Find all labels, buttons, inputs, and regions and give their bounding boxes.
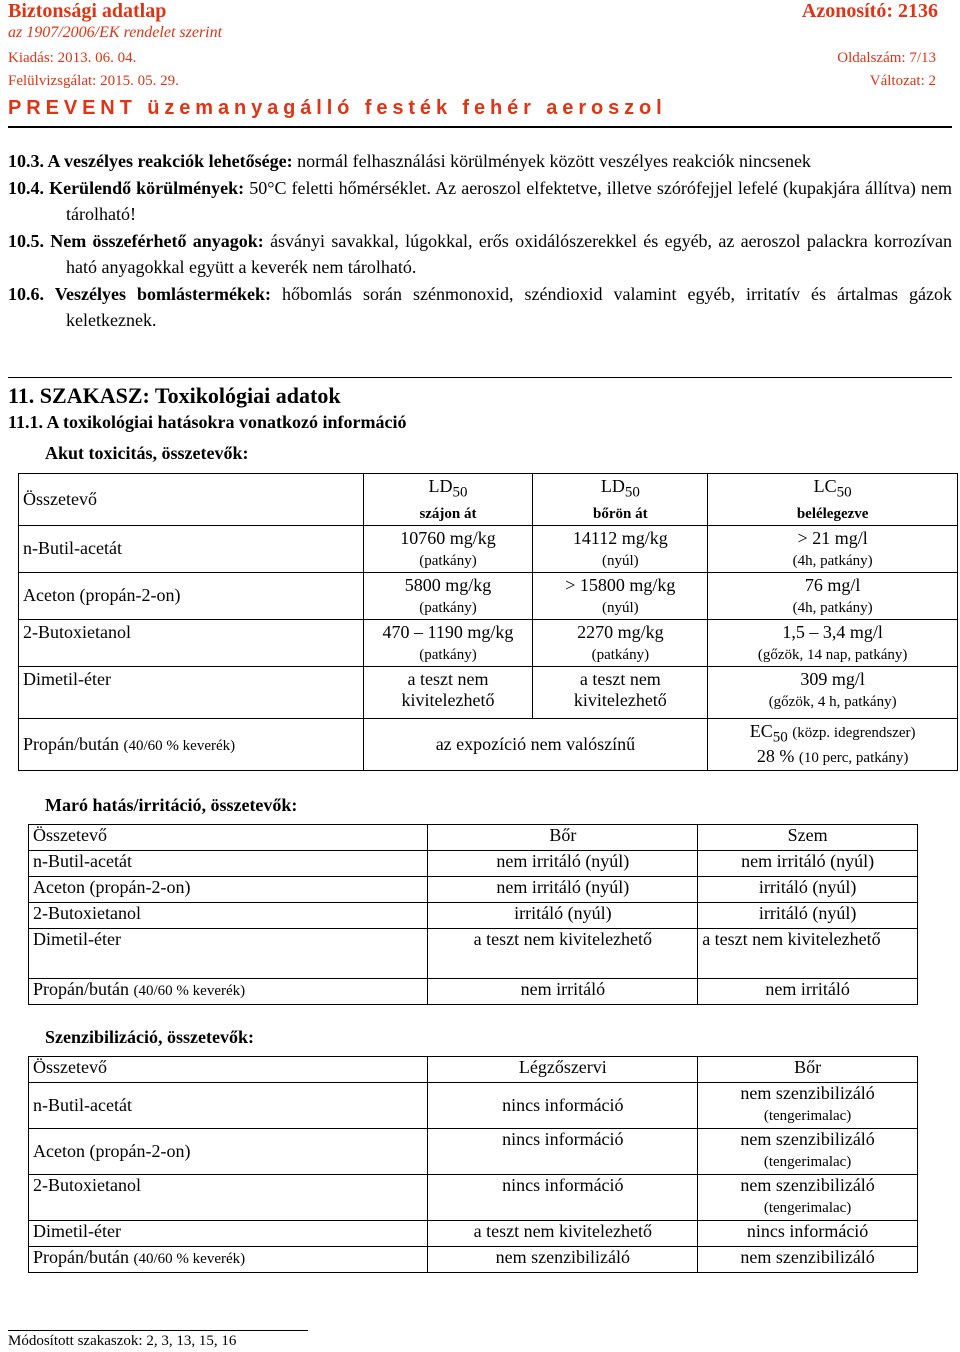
header-component: Összetevő bbox=[19, 474, 364, 526]
regulation-reference: az 1907/2006/EK rendelet szerint bbox=[8, 24, 223, 41]
header-respiratory: Légzőszervi bbox=[428, 1057, 698, 1083]
component-name: Dimetil-éter bbox=[29, 1221, 428, 1247]
table-row bbox=[29, 1175, 918, 1221]
oral-value: a teszt nem kivitelezhető bbox=[363, 666, 533, 718]
component-name: n-Butil-acetát bbox=[29, 851, 428, 877]
section-11-heading: 11. SZAKASZ: Toxikológiai adatok bbox=[8, 383, 341, 408]
eye-value: nem irritáló bbox=[698, 979, 918, 1005]
section-10-body bbox=[8, 148, 952, 334]
skin-value: nem szenzibilizáló (tengerimalac) bbox=[698, 1129, 918, 1175]
respiratory-value: nincs információ bbox=[428, 1175, 698, 1221]
header-divider bbox=[8, 126, 952, 128]
dermal-value: a teszt nem kivitelezhető bbox=[533, 666, 708, 718]
dermal-value: 2270 mg/kg (patkány) bbox=[533, 619, 708, 666]
issue-date: Kiadás: 2013. 06. 04. bbox=[8, 50, 137, 66]
table-row bbox=[29, 1221, 918, 1247]
dermal-value: > 15800 mg/kg (nyúl) bbox=[533, 572, 708, 619]
header-skin: Bőr bbox=[428, 825, 698, 851]
skin-value: nem szenzibilizáló bbox=[698, 1247, 918, 1273]
table-row bbox=[29, 903, 918, 929]
skin-value: irritáló (nyúl) bbox=[428, 903, 698, 929]
inhalation-value: 76 mg/l (4h, patkány) bbox=[708, 572, 958, 619]
table-row bbox=[29, 979, 918, 1005]
table-row bbox=[29, 1083, 918, 1129]
sensitisation-table bbox=[28, 1056, 918, 1273]
dermal-value: 14112 mg/kg (nyúl) bbox=[533, 525, 708, 572]
inhalation-value: > 21 mg/l (4h, patkány) bbox=[708, 525, 958, 572]
eye-value: irritáló (nyúl) bbox=[698, 903, 918, 929]
inhalation-value: 1,5 – 3,4 mg/l (gőzök, 14 nap, patkány) bbox=[708, 619, 958, 666]
respiratory-value: nincs információ bbox=[428, 1083, 698, 1129]
eye-value: irritáló (nyúl) bbox=[698, 877, 918, 903]
component-name: Aceton (propán-2-on) bbox=[29, 877, 428, 903]
table-row bbox=[29, 851, 918, 877]
table-header-row bbox=[29, 1057, 918, 1083]
skin-value: nem irritáló bbox=[428, 979, 698, 1005]
respiratory-value: a teszt nem kivitelezhető bbox=[428, 1221, 698, 1247]
document-id: Azonosító: 2136 bbox=[801, 0, 938, 22]
component-name: 2-Butoxietanol bbox=[29, 903, 428, 929]
sensitisation-title: Szenzibilizáció, összetevők: bbox=[45, 1027, 254, 1047]
acute-toxicity-table bbox=[18, 473, 958, 771]
eye-value: a teszt nem kivitelezhető bbox=[698, 929, 918, 979]
table-row bbox=[29, 1247, 918, 1273]
revision-date: Felülvizsgálat: 2015. 05. 29. bbox=[8, 73, 179, 89]
component-name: Propán/bután (40/60 % keverék) bbox=[19, 718, 364, 770]
header-component: Összetevő bbox=[29, 1057, 428, 1083]
header-component: Összetevő bbox=[29, 825, 428, 851]
footer-divider bbox=[8, 1330, 308, 1331]
header-dermal: $LD_{50}$ bőrön át bbox=[533, 474, 708, 526]
table-row bbox=[29, 877, 918, 903]
component-name: 2-Butoxietanol bbox=[19, 619, 364, 666]
component-name: n-Butil-acetát bbox=[19, 525, 364, 572]
version: Változat: 2 bbox=[869, 73, 936, 89]
table-row bbox=[19, 718, 958, 770]
oral-value: 5800 mg/kg (patkány) bbox=[363, 572, 533, 619]
skin-value: nem szenzibilizáló (tengerimalac) bbox=[698, 1083, 918, 1129]
table-header-row bbox=[29, 825, 918, 851]
component-name: Propán/bután (40/60 % keverék) bbox=[29, 979, 428, 1005]
acute-toxicity-title: Akut toxicitás, összetevők: bbox=[45, 443, 249, 463]
header-oral: $LD_{50}$ szájon át bbox=[363, 474, 533, 526]
component-name: Aceton (propán-2-on) bbox=[19, 572, 364, 619]
inhalation-value: $EC_{50}$ (közp. idegrendszer) 28 % (10 perc, patkány) bbox=[708, 718, 958, 770]
skin-value: nem irritáló (nyúl) bbox=[428, 877, 698, 903]
page-number: Oldalszám: 7/13 bbox=[837, 50, 936, 66]
modified-sections: Módosított szakaszok: 2, 3, 13, 15, 16 bbox=[8, 1333, 237, 1349]
respiratory-value: nincs információ bbox=[428, 1129, 698, 1175]
paragraph-10-3: 10.3. A veszélyes reakciók lehetősége: normál felhasználási körülmények között veszélyes reakciók nincsenek bbox=[8, 151, 811, 171]
skin-value: nem szenzibilizáló (tengerimalac) bbox=[698, 1175, 918, 1221]
section-11-1-heading: 11.1. A toxikológiai hatásokra vonatkozó információ bbox=[8, 412, 407, 432]
header-skin: Bőr bbox=[698, 1057, 918, 1083]
corrosion-title: Maró hatás/irritáció, összetevők: bbox=[45, 795, 298, 815]
eye-value: nem irritáló (nyúl) bbox=[698, 851, 918, 877]
paragraph-10-5: 10.5. Nem összeférhető anyagok: ásványi savakkal, lúgokkal, erős oxidálószerekkel és egyéb, az aeroszol palackra korrozívan ható anyagokkal együtt a keverék nem tárolható. bbox=[8, 230, 953, 277]
table-row bbox=[19, 619, 958, 666]
product-name: PREVENT üzemanyagálló festék fehér aeroszol bbox=[8, 97, 667, 119]
oral-value: 470 – 1190 mg/kg (patkány) bbox=[363, 619, 533, 666]
component-name: 2-Butoxietanol bbox=[29, 1175, 428, 1221]
skin-value: nem irritáló (nyúl) bbox=[428, 851, 698, 877]
paragraph-10-4: 10.4. Kerülendő körülmények: 50°C feletti hőmérséklet. Az aeroszol elfektetve, illetve szórófejjel lefelé (kupakjára állítva) nem tárolható! bbox=[8, 177, 952, 224]
table-header-row bbox=[19, 474, 958, 526]
paragraph-10-6: 10.6. Veszélyes bomlástermékek: hőbomlás során szénmonoxid, széndioxid valamint egyéb, irritatív és ártalmas gázok keletkeznek. bbox=[8, 283, 953, 330]
component-name: Dimetil-éter bbox=[19, 666, 364, 718]
component-name: Aceton (propán-2-on) bbox=[29, 1129, 428, 1175]
respiratory-value: nem szenzibilizáló bbox=[428, 1247, 698, 1273]
component-name: Dimetil-éter bbox=[29, 929, 428, 979]
table-row bbox=[19, 525, 958, 572]
skin-value: nincs információ bbox=[698, 1221, 918, 1247]
header-inhalation: $LC_{50}$ belélegezve bbox=[708, 474, 958, 526]
skin-value: a teszt nem kivitelezhető bbox=[428, 929, 698, 979]
corrosion-table bbox=[28, 824, 918, 1005]
inhalation-value: 309 mg/l (gőzök, 4 h, patkány) bbox=[708, 666, 958, 718]
table-row bbox=[19, 572, 958, 619]
table-row bbox=[19, 666, 958, 718]
table-row bbox=[29, 929, 918, 979]
oral-value: 10760 mg/kg (patkány) bbox=[363, 525, 533, 572]
component-name: n-Butil-acetát bbox=[29, 1083, 428, 1129]
document-title: Biztonsági adatlap bbox=[8, 0, 167, 22]
table-row bbox=[29, 1129, 918, 1175]
header-eye: Szem bbox=[698, 825, 918, 851]
section-divider bbox=[8, 377, 952, 378]
exposure-note: az expozíció nem valószínű bbox=[363, 718, 708, 770]
component-name: Propán/bután (40/60 % keverék) bbox=[29, 1247, 428, 1273]
